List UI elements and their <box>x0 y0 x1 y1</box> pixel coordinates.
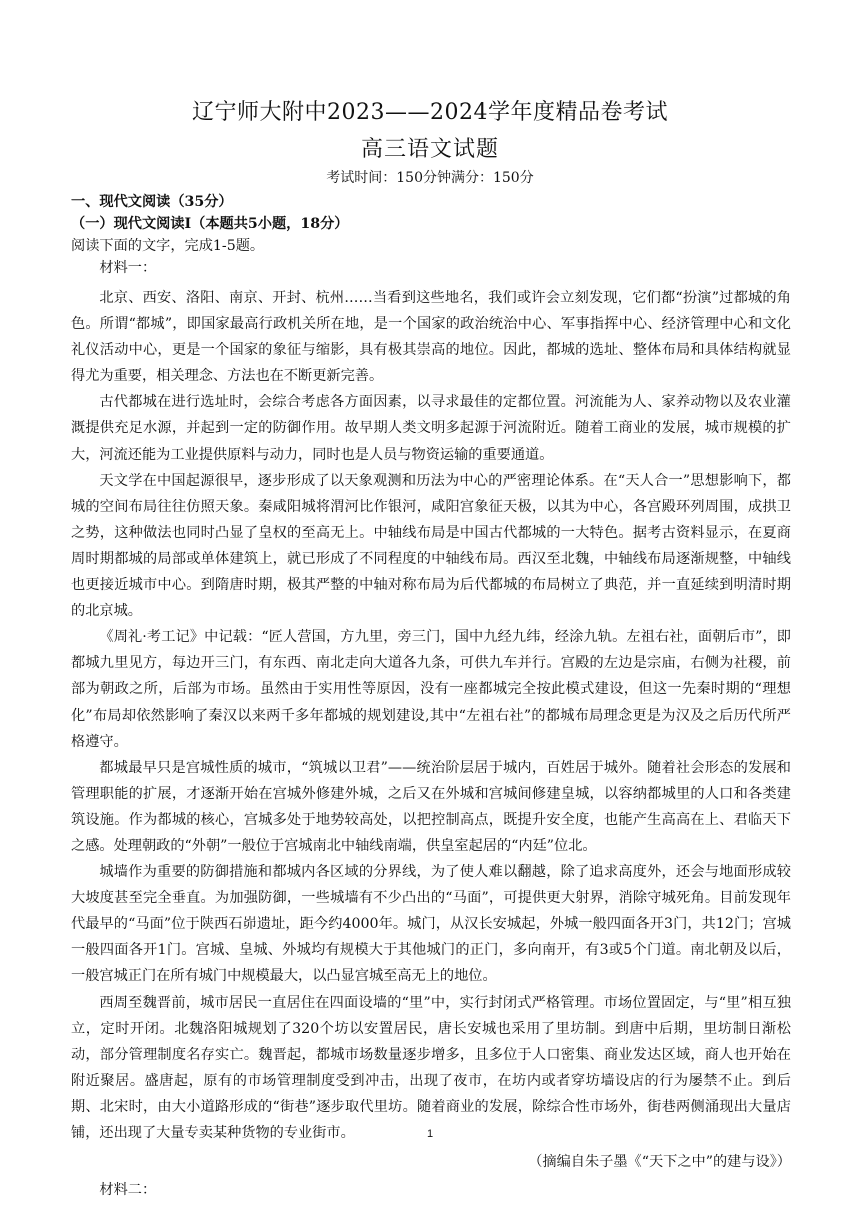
paragraph: 天文学在中国起源很早，逐步形成了以天象观测和历法为中心的严密理论体系。在“天人合一”思想影响下，都城的空间布局往往仿照天象。秦咸阳城将渭河比作银河，咸阳宫象征天极，以其为中心，各宫殿环列周围，成拱卫之势，这种做法也同时凸显了皇权的至高无上。中轴线布局是中国古代都城的一大特色。据考古资料显示，在夏商周时期都城的局部或单体建筑上，就已形成了不同程度的中轴线布局。西汉至北魏，中轴线布局逐渐规整，中轴线也更接近城市中心。到隋唐时期，极其严整的中轴对称布局为后代都城的布局树立了典范，并一直延续到明清时期的北京城。 <box>71 472 791 620</box>
reading-instruction: 阅读下面的文字，完成1-5题。 <box>71 238 265 254</box>
material1-label: 材料一： <box>99 260 157 276</box>
source-citation: （摘编自朱子墨《“天下之中”的建与设》） <box>528 1154 791 1171</box>
section-heading: 一、现代文阅读（35分） <box>71 194 233 210</box>
exam-subtitle: 高三语文试题 <box>360 137 499 162</box>
paragraph: 《周礼·考工记》中记载：“匠人营国，方九里，旁三门，国中九经九纬，经涂九轨。左祖右社，面朝后市”，即都城九里见方，每边开三门，有东西、南北走向大道各九条，可供九车并行。宫殿的左边是宗庙，右侧为社稷，前部为朝政之所，后部为市场。虽然由于实用性等原因，没有一座都城完全按此模式建设，但这一先秦时期的“理想化”布局却依然影响了秦汉以来两千多年都城的规划建设,其中“左祖右社”的都城布局理念更是为汉及之后历代所严格遵守。 <box>71 629 791 750</box>
paragraph: 古代都城在进行选址时，会综合考虑各方面因素，以寻求最佳的定都位置。河流能为人、家养动物以及农业灌溉提供充足水源，并起到一定的防御作用。故早期人类文明多起源于河流附近。随着工商业的发展，城市规模的扩大，河流还能为工业提供原料与动力，同时也是人员与物资运输的重要通道。 <box>71 394 791 463</box>
paragraph: 西周至魏晋前，城市居民一直居住在四面设墙的“里”中，实行封闭式严格管理。市场位置固定，与“里”相互独立，定时开闭。北魏洛阳城规划了320个坊以安置居民，唐长安城也采用了里坊制。到唐中后期，里坊制日渐松动，部分管理制度名存实亡。魏晋起，都城市场数量逐步增多，且多位于人口密集、商业发达区域，商人也开始在附近聚居。盛唐起，原有的市场管理制度受到冲击，出现了夜市，在坊内或者穿坊墙设店的行为屡禁不止。到后期、北宋时，由大小道路形成的“街巷”逐步取代里坊。随着商业的发展，除综合性市场外，街巷两侧涌现出大量店铺，还出现了大量专卖某种货物的专业街市。 <box>71 994 791 1141</box>
paragraph: 北京、西安、洛阳、南京、开封、杭州……当看到这些地名，我们或许会立刻发现，它们都“扮演”过都城的角色。所谓“都城”，即国家最高行政机关所在地，是一个国家的政治统治中心、军事指挥中心、经济管理中心和文化礼仪活动中心，更是一个国家的象征与缩影，具有极其崇高的地位。因此，都城的选址、整体布局和具体结构就显得尤为重要，相关理念、方法也在不断更新完善。 <box>71 290 791 385</box>
material2-label: 材料二： <box>99 1182 157 1199</box>
material1-text <box>71 285 791 1146</box>
paragraph: 城墙作为重要的防御措施和都城内各区域的分界线，为了使人难以翻越，除了追求高度外，还会与地面形成较大坡度甚至完全垂直。为加强防御，一些城墙有不少凸出的“马面”，可提供更大射界，消除守城死角。目前发现年代最早的“马面”位于陕西石峁遗址，距今约4000年。城门，从汉长安城起，外城一般四面各开3门，共12门；宫城一般四面各开1门。宫城、皇城、外城均有规模大于其他城门的正门，多向南开，有3或5个门道。南北朝及以后，一般宫城正门在所有城门中规模最大，以凸显宫城至高无上的地位。 <box>71 864 791 985</box>
paragraph: 都城最早只是宫城性质的城市，“筑城以卫君”——统治阶层居于城内，百姓居于城外。随着社会形态的发展和管理职能的扩展，才逐渐开始在宫城外修建外城，之后又在外城和宫城间修建皇城，以容纳都城里的人口和各类建筑设施。作为都城的核心，宫城多处于地势较高处，以把控制高点，既提升安全度，也能产生高高在上、君临天下之感。处理朝政的“外朝”一般位于宫城南北中轴线南端，供皇室起居的“内廷”位北。 <box>71 759 791 854</box>
document-body <box>71 191 791 1202</box>
section-subheading: （一）现代文阅读Ⅰ（本题共5小题，18分） <box>71 216 349 232</box>
page-number: 1 <box>426 1128 434 1140</box>
exam-info: 考试时间：150分钟满分：150分 <box>326 170 534 186</box>
exam-title: 辽宁师大附中2023——2024学年度精品卷考试 <box>192 100 668 125</box>
